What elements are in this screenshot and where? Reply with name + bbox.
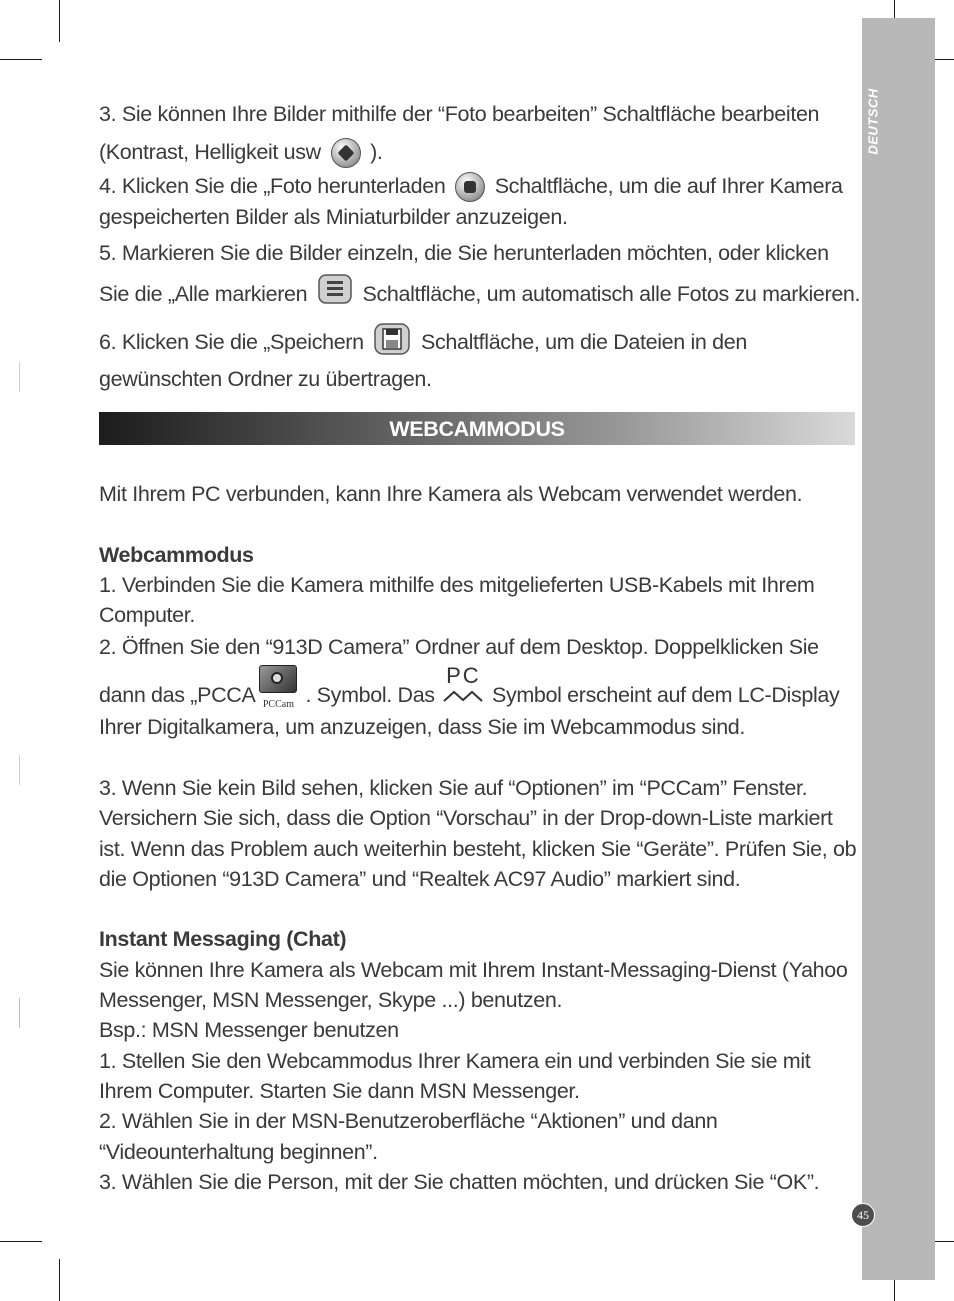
page-content — [99, 99, 861, 1197]
language-label: DEUTSCH — [865, 87, 881, 155]
step-save — [99, 322, 861, 395]
step-text: 3. Sie können Ihre Bilder mithilfe der “Foto bearbeiten” Schaltfläche bearbeiten (Kontrast, Helligkeit usw — [99, 102, 820, 164]
select-all-icon — [317, 273, 353, 318]
step-text: 6. Klicken Sie die „Speichern — [99, 329, 364, 354]
step-edit-photo — [99, 95, 861, 171]
chat-heading: Instant Messaging (Chat) — [99, 927, 347, 952]
edit-photo-icon — [331, 138, 361, 168]
chat-example: Bsp.: MSN Messenger benutzen — [99, 1018, 399, 1043]
pccam-icon — [255, 663, 301, 711]
pccam-icon-label: PCCam — [262, 698, 294, 710]
crop-mark — [0, 1241, 42, 1242]
crop-mark — [0, 59, 42, 60]
download-photo-icon — [455, 172, 485, 202]
webcam-intro: Mit Ihrem PC verbunden, kann Ihre Kamera als Webcam verwendet werden. — [99, 482, 803, 507]
chat-intro: Sie können Ihre Kamera als Webcam mit Ihrem Instant-Messaging-Dienst (Yahoo Messenger, MSN Messenger, Skype ...) benutzen. — [99, 957, 848, 1013]
crop-mark — [59, 1259, 60, 1301]
webcam-step-3: 3. Wenn Sie kein Bild sehen, klicken Sie auf “Optionen” im “PCCam” Fenster. Versichern Sie sich, dass die Option “Vorschau” in der Drop-down-Liste markiert ist. Wenn das Problem auch weiterhin besteht, klicken Sie “Geräte”. Prüfen Sie, ob die Optionen “913D Camera” und “Realtek AC97 Audio” markiert sind. — [99, 776, 857, 891]
step-text: 2. Öffnen Sie den “913D Camera” Ordner auf dem Desktop. Doppelklicken Sie dann das „PCCA — [99, 634, 819, 707]
registration-mark — [19, 998, 20, 1028]
step-text: Schaltfläche, um die auf Ihrer Kamera gespeicherten Bilder als Miniaturbilder anzuzeigen. — [99, 174, 843, 230]
webcam-step-2 — [99, 631, 861, 743]
webcam-step-1: 1. Verbinden Sie die Kamera mithilfe des mitgelieferten USB-Kabels mit Ihrem Computer. — [99, 573, 815, 628]
save-icon — [373, 322, 411, 364]
pc-icon-label: PC — [446, 662, 481, 688]
step-text: . Symbol. Das — [305, 682, 435, 707]
step-text: ). — [370, 140, 383, 164]
page-number: 45 — [851, 1203, 875, 1227]
pc-mode-icon — [442, 662, 484, 711]
step-text: Schaltfläche, um automatisch alle Fotos zu markieren. — [362, 281, 861, 306]
language-side-tab — [862, 18, 935, 1280]
registration-mark — [19, 362, 20, 392]
chat-step-1: 1. Stellen Sie den Webcammodus Ihrer Kamera ein und verbinden Sie sie mit Ihrem Computer. Starten Sie dann MSN Messenger. — [99, 1048, 811, 1103]
step-text: Symbol erscheint auf dem LC-Display Ihrer Digitalkamera, um anzuzeigen, dass Sie im Webcammodus sind. — [99, 682, 840, 739]
chat-step-2: 2. Wählen Sie in der MSN-Benutzeroberfläche “Aktionen” und dann “Videounterhaltung beginnen”. — [99, 1109, 718, 1164]
chat-step-3: 3. Wählen Sie die Person, mit der Sie chatten möchten, und drücken Sie “OK”. — [99, 1169, 820, 1194]
webcam-heading: Webcammodus — [99, 542, 254, 567]
step-text: 5. Markieren Sie die Bilder einzeln, die Sie herunterladen möchten, oder klicken Sie die „Alle markieren — [99, 240, 829, 306]
section-banner — [99, 412, 855, 445]
section-title: WEBCAMMODUS — [389, 416, 565, 441]
step-text: Schaltfläche, um die Dateien in den gewünschten Ordner zu übertragen. — [99, 329, 747, 391]
step-download-photo — [99, 171, 861, 233]
step-select-all — [99, 233, 861, 318]
registration-mark — [19, 755, 20, 785]
step-text: 4. Klicken Sie die „Foto herunterladen — [99, 174, 446, 198]
crop-mark — [59, 0, 60, 42]
